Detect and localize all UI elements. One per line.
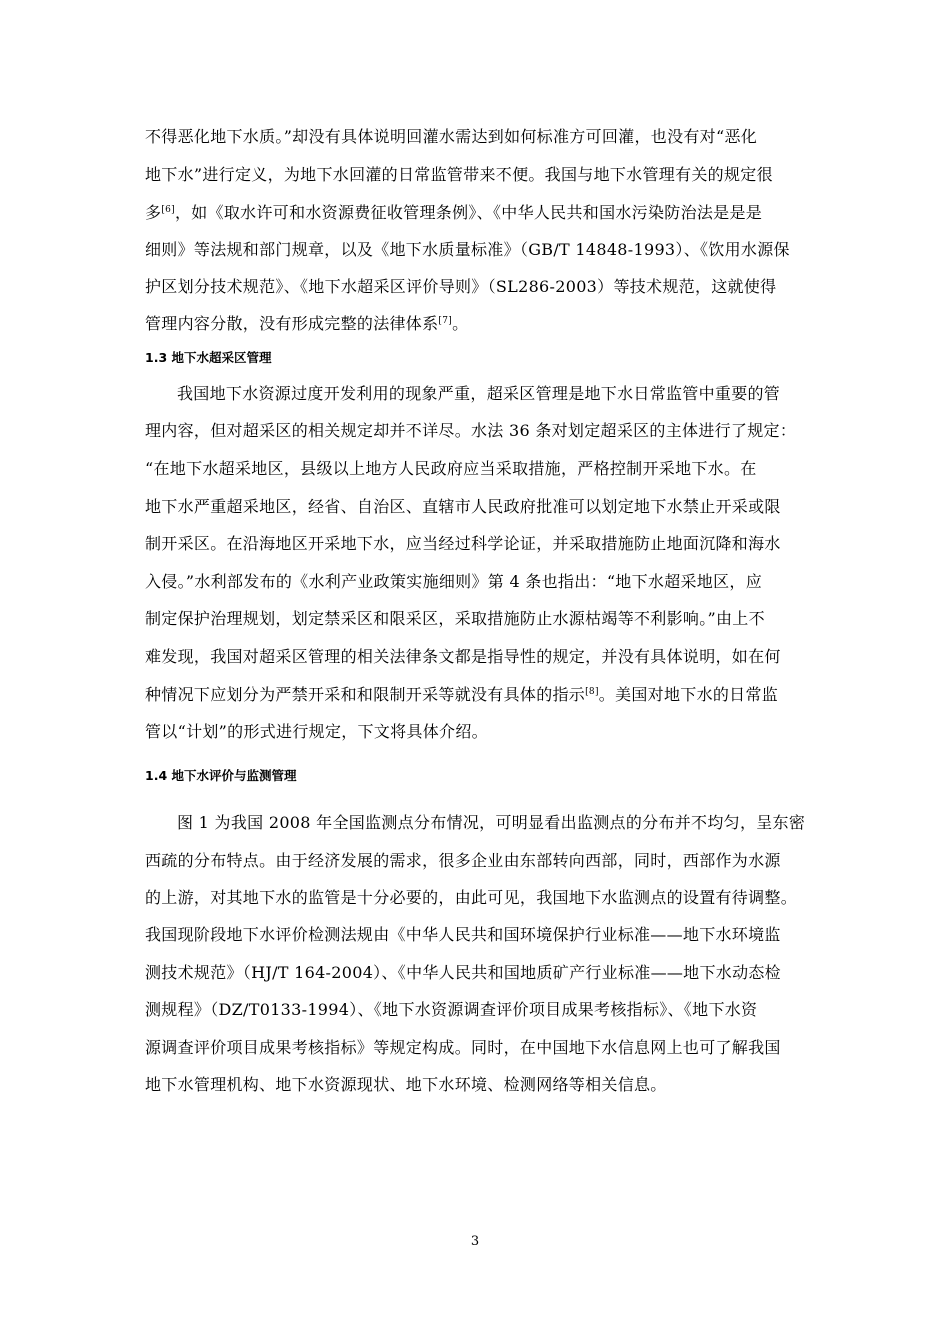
text-line: 源调查评价项目成果考核指标》等规定构成。同时，在中国地下水信息网上也可了解我国	[145, 1038, 781, 1057]
section-heading-1-4: 1.4 地下水评价与监测管理	[145, 768, 297, 783]
text-line: 测技术规范》（HJ/T 164-2004）、《中华人民共和国地质矿产行业标准——地下水动态检	[145, 963, 781, 982]
text-line: 制开采区。在沿海地区开采地下水，应当经过科学论证，并采取措施防止地面沉降和海水	[145, 534, 781, 553]
text-line: 我国地下水资源过度开发利用的现象严重，超采区管理是地下水日常监管中重要的管	[177, 384, 781, 403]
text-line: 我国现阶段地下水评价检测法规由《中华人民共和国环境保护行业标准——地下水环境监	[145, 925, 781, 944]
text-line: 管理内容分散，没有形成完整的法律体系[7]。	[145, 314, 469, 333]
text-line: 地下水严重超采地区，经省、自治区、直辖市人民政府批准可以划定地下水禁止开采或限	[145, 497, 781, 516]
text-line: 细则》等法规和部门规章，以及《地下水质量标准》（GB/T 14848-1993）、《饮用水源保	[145, 240, 790, 259]
text-line: 不得恶化地下水质。”却没有具体说明回灌水需达到如何标准方可回灌，也没有对“恶化	[145, 127, 758, 146]
text-line: 地下水管理机构、地下水资源现状、地下水环境、检测网络等相关信息。	[145, 1075, 667, 1094]
text-line: 种情况下应划分为严禁开采和和限制开采等就没有具体的指示[8]。美国对地下水的日常监	[145, 685, 779, 704]
text-line: 制定保护治理规划，划定禁采区和限采区，采取措施防止水源枯竭等不利影响。”由上不	[145, 609, 765, 628]
text-line: 入侵。”水利部发布的《水利产业政策实施细则》第 4 条也指出：“地下水超采地区，应	[145, 572, 763, 591]
citation: [7]	[438, 316, 453, 326]
text-line: 护区划分技术规范》、《地下水超采区评价导则》（SL286-2003）等技术规范，这就使得	[145, 277, 777, 296]
text-line: 理内容，但对超采区的相关规定却并不详尽。水法 36 条对划定超采区的主体进行了规定：	[145, 421, 797, 440]
text-line: 图 1 为我国 2008 年全国监测点分布情况，可明显看出监测点的分布并不均匀，呈东密	[177, 813, 806, 832]
text-line: 测规程》（DZ/T0133-1994）、《地下水资源调查评价项目成果考核指标》、《地下水资	[145, 1000, 758, 1019]
text-line: 地下水”进行定义，为地下水回灌的日常监管带来不便。我国与地下水管理有关的规定很	[145, 165, 773, 184]
citation: [8]	[585, 687, 599, 697]
citation: [6]	[161, 205, 175, 215]
text-line: 管以“计划”的形式进行规定，下文将具体介绍。	[145, 722, 488, 741]
text-line: “在地下水超采地区，县级以上地方人民政府应当采取措施，严格控制开采地下水。在	[145, 459, 757, 478]
text-line: 的上游，对其地下水的监管是十分必要的，由此可见，我国地下水监测点的设置有待调整。	[145, 888, 798, 907]
page-number: 3	[470, 1234, 480, 1249]
text-line: 多[6]，如《取水许可和水资源费征收管理条例》、《中华人民共和国水污染防治法是是是	[145, 203, 763, 222]
section-heading-1-3: 1.3 地下水超采区管理	[145, 350, 272, 365]
text-line: 难发现，我国对超采区管理的相关法律条文都是指导性的规定，并没有具体说明，如在何	[145, 647, 781, 666]
text-line: 西疏的分布特点。由于经济发展的需求，很多企业由东部转向西部，同时，西部作为水源	[145, 851, 781, 870]
